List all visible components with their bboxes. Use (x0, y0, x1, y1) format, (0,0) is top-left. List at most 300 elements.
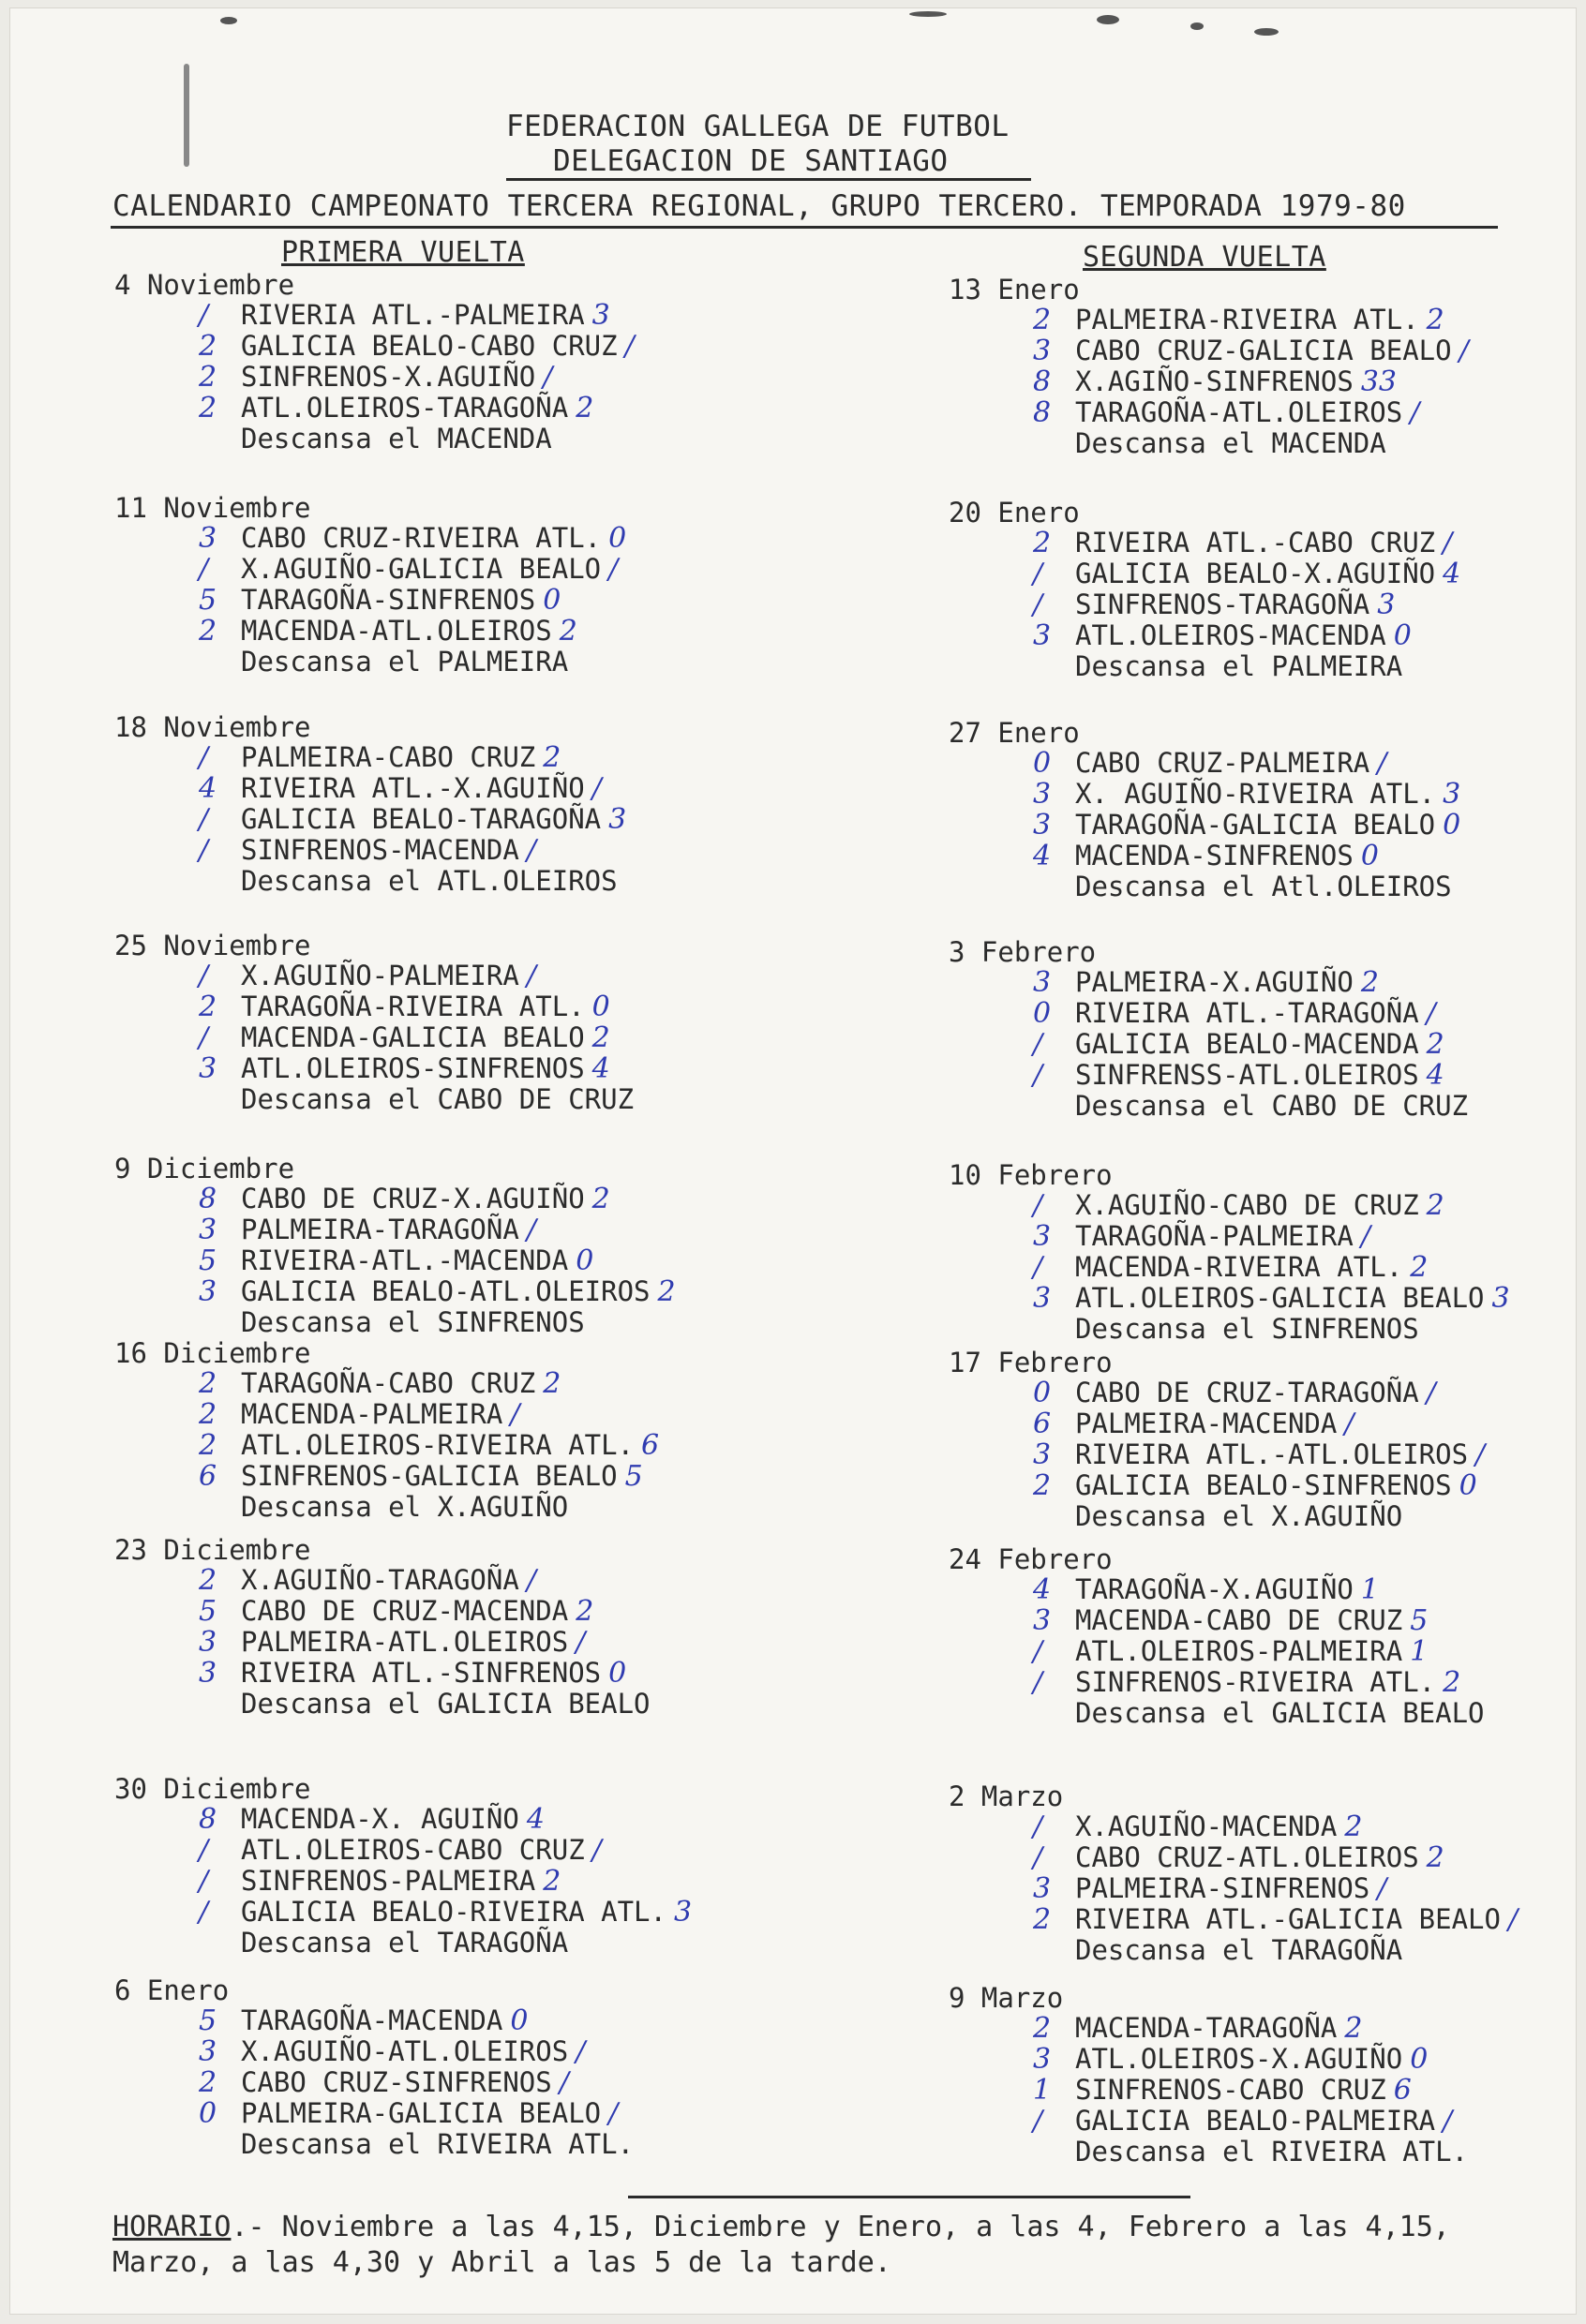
handwritten-score-left: 3 (1033, 1220, 1052, 1253)
match-row (199, 1657, 827, 1690)
match-list (949, 1378, 1586, 1501)
match-teams: TARAGOÑA-PALMEIRA (1075, 1220, 1354, 1252)
match-row (1033, 588, 1586, 621)
match-row (199, 991, 827, 1023)
handwritten-score-left: / (199, 553, 209, 586)
calendar-title: CALENDARIO CAMPEONATO TERCERA REGIONAL, GRUPO TERCERO. TEMPORADA 1979-80 (112, 189, 1406, 223)
handwritten-score-right: 5 (624, 1460, 643, 1493)
handwritten-score-right: 2 (1426, 1028, 1444, 1061)
round-date: 27 Enero (949, 717, 1080, 749)
handwritten-score-right: / (559, 2066, 569, 2099)
handwritten-score-right: 0 (1410, 2043, 1429, 2076)
handwritten-score-right: 4 (1426, 1059, 1444, 1092)
match-teams: RIVEIRA ATL.-GALICIA BEALO (1075, 1903, 1501, 1935)
handwritten-score-left: 3 (1033, 1604, 1052, 1637)
handwritten-score-left: 6 (199, 1460, 217, 1493)
match-teams: CABO CRUZ-RIVEIRA ATL. (241, 522, 602, 554)
match-row (1033, 1028, 1586, 1061)
match-teams: RIVEIRA ATL.-SINFRENOS (241, 1657, 602, 1689)
match-list (949, 305, 1586, 428)
handwritten-score-left: 2 (1033, 527, 1052, 559)
handwritten-score-right: / (591, 772, 602, 805)
handwritten-score-left: 3 (1033, 809, 1052, 842)
match-teams: MACENDA-RIVEIRA ATL. (1075, 1251, 1403, 1283)
handwritten-score-left: 2 (199, 330, 217, 363)
handwritten-score-right: 0 (591, 991, 610, 1023)
match-row (1033, 558, 1586, 590)
match-row (199, 1275, 827, 1308)
handwritten-score-right: / (526, 960, 536, 992)
match-teams: X.AGUIÑO-MACENDA (1075, 1810, 1338, 1842)
round (949, 1160, 1586, 1345)
match-row (1033, 304, 1586, 336)
match-row (1033, 2105, 1586, 2138)
match-row (1033, 1573, 1586, 1606)
handwritten-score-right: 4 (591, 1052, 610, 1085)
match-teams: TARAGOÑA-MACENDA (241, 2004, 503, 2036)
match-row (1033, 966, 1586, 999)
handwritten-score-left: 2 (199, 615, 217, 648)
match-teams: PALMEIRA-RIVEIRA ATL. (1075, 304, 1419, 335)
match-row (1033, 1635, 1586, 1668)
handwritten-score-left: 6 (1033, 1408, 1052, 1440)
match-row (1033, 1841, 1586, 1874)
handwritten-score-left: 3 (1033, 778, 1052, 811)
handwritten-score-left: 8 (1033, 396, 1052, 429)
match-row (1033, 2012, 1586, 2045)
match-row (1033, 1251, 1586, 1284)
handwritten-score-left: 3 (199, 1214, 217, 1246)
match-row (199, 803, 827, 836)
paper-mark (184, 64, 189, 167)
handwritten-score-left: / (199, 1021, 209, 1054)
round-date: 6 Enero (114, 1974, 230, 2006)
match-row (1033, 2043, 1586, 2076)
match-row (199, 1244, 827, 1277)
handwritten-score-left: / (1033, 1251, 1043, 1284)
handwritten-score-right: 3 (608, 803, 627, 836)
handwritten-score-left: 5 (199, 2004, 217, 2037)
match-teams: PALMEIRA-X.AGUIÑO (1075, 966, 1354, 998)
handwritten-score-right: 2 (1426, 1189, 1444, 1222)
match-teams: MACENDA-ATL.OLEIROS (241, 615, 552, 647)
handwritten-score-left: / (199, 803, 209, 836)
match-list (949, 1811, 1586, 1935)
match-row (1033, 809, 1586, 842)
match-teams: SINFRENSS-ATL.OLEIROS (1075, 1059, 1419, 1091)
match-list (949, 2013, 1586, 2137)
round (114, 1535, 827, 1720)
paper-speck (1254, 28, 1279, 36)
handwritten-score-left: 3 (199, 1626, 217, 1659)
match-teams: SINFRENOS-TARAGOÑA (1075, 588, 1370, 620)
handwritten-score-left: 2 (199, 2066, 217, 2099)
handwritten-score-left: 3 (1033, 1438, 1052, 1471)
match-row (1033, 997, 1586, 1030)
match-row (199, 1021, 827, 1054)
horario-text: .- Noviembre a las 4,15, Diciembre y Enero, a las 4, Febrero a las 4,15, Marzo, a las 4,30 y Abril a las 5 de la tarde. (112, 2211, 1450, 2279)
match-teams: SINFRENOS-PALMEIRA (241, 1865, 536, 1897)
header-underline (506, 178, 1031, 181)
handwritten-score-right: 2 (1410, 1251, 1429, 1284)
match-row (1033, 1282, 1586, 1315)
match-row (199, 1595, 827, 1628)
match-teams: CABO CRUZ-PALMEIRA (1075, 747, 1370, 779)
match-row (199, 1183, 827, 1215)
match-teams: X.AGUIÑO-GALICIA BEALO (241, 553, 602, 585)
match-teams: SINFRENOS-GALICIA BEALO (241, 1460, 618, 1492)
handwritten-score-left: 3 (1033, 1872, 1052, 1905)
match-teams: RIVEIRA ATL.-TARAGOÑA (1075, 997, 1419, 1029)
handwritten-score-left: 8 (199, 1183, 217, 1215)
handwritten-score-left: / (1033, 1189, 1043, 1222)
match-teams: TARAGOÑA-SINFRENOS (241, 584, 536, 616)
handwritten-score-left: 2 (199, 392, 217, 425)
round-date: 2 Marzo (949, 1780, 1064, 1812)
handwritten-score-left: / (1033, 1059, 1043, 1092)
handwritten-score-right: 0 (608, 1657, 627, 1690)
handwritten-score-left: 5 (199, 1595, 217, 1628)
match-row (199, 330, 827, 363)
match-teams: GALICIA BEALO-PALMEIRA (1075, 2105, 1436, 2137)
match-teams: SINFRENOS-X.AGUIÑO (241, 361, 536, 393)
handwritten-score-right: 2 (591, 1183, 610, 1215)
handwritten-score-left: 8 (1033, 365, 1052, 398)
handwritten-score-right: 2 (1344, 2012, 1363, 2045)
handwritten-score-right: / (576, 1626, 586, 1659)
handwritten-score-right: / (1443, 527, 1453, 559)
match-teams: MACENDA-GALICIA BEALO (241, 1021, 585, 1053)
handwritten-score-left: 3 (1033, 619, 1052, 652)
round-date: 11 Noviembre (114, 492, 311, 524)
horario-label: HORARIO (112, 2211, 232, 2243)
match-row (199, 2097, 827, 2130)
handwritten-score-right: 0 (576, 1244, 594, 1277)
rest-team-note: Descansa el SINFRENOS (1075, 1313, 1419, 1345)
match-row (199, 1564, 827, 1597)
match-row (199, 615, 827, 648)
match-teams: RIVEIRA ATL.-ATL.OLEIROS (1075, 1438, 1469, 1470)
match-row (1033, 747, 1586, 780)
handwritten-score-left: 0 (1033, 1377, 1052, 1409)
handwritten-score-right: 0 (1459, 1469, 1477, 1502)
match-list (114, 961, 827, 1084)
handwritten-score-right: / (543, 361, 553, 394)
match-teams: MACENDA-X. AGUIÑO (241, 1803, 519, 1835)
handwritten-score-right: 3 (1377, 588, 1396, 621)
match-teams: MACENDA-PALMEIRA (241, 1398, 503, 1430)
match-row (1033, 1377, 1586, 1409)
match-row (1033, 1810, 1586, 1843)
handwritten-score-left: / (199, 299, 209, 332)
handwritten-score-left: 2 (1033, 1903, 1052, 1936)
match-list (114, 1804, 827, 1928)
footer-rule (628, 2196, 1190, 2198)
match-teams: CABO CRUZ-GALICIA BEALO (1075, 335, 1452, 366)
rest-team-note: Descansa el MACENDA (1075, 427, 1386, 459)
handwritten-score-right: 2 (543, 1367, 561, 1400)
round-date: 30 Diciembre (114, 1773, 311, 1805)
handwritten-score-left: 0 (199, 2097, 217, 2130)
match-teams: X.AGUIÑO-TARAGOÑA (241, 1564, 519, 1596)
handwritten-score-left: 3 (199, 522, 217, 555)
match-teams: X. AGUIÑO-RIVEIRA ATL. (1075, 778, 1436, 810)
match-teams: ATL.OLEIROS-MACENDA (1075, 619, 1386, 651)
handwritten-score-left: 2 (199, 361, 217, 394)
match-row (199, 1398, 827, 1431)
rest-team-note: Descansa el GALICIA BEALO (1075, 1697, 1485, 1729)
handwritten-score-left: 2 (1033, 2012, 1052, 2045)
handwritten-score-left: 2 (1033, 1469, 1052, 1502)
handwritten-score-right: / (1507, 1903, 1519, 1936)
match-row (199, 361, 827, 394)
match-teams: X.AGUIÑO-PALMEIRA (241, 960, 519, 991)
match-teams: SINFRENOS-MACENDA (241, 834, 519, 866)
match-list (114, 1184, 827, 1307)
match-teams: GALICIA BEALO-CABO CRUZ (241, 330, 618, 362)
match-list (114, 742, 827, 866)
match-list (949, 1574, 1586, 1698)
match-row (199, 1214, 827, 1246)
handwritten-score-left: 1 (1033, 2074, 1052, 2107)
match-teams: PALMEIRA-ATL.OLEIROS (241, 1626, 569, 1658)
match-teams: GALICIA BEALO-RIVEIRA ATL. (241, 1896, 666, 1928)
rest-team-note: Descansa el TARAGOÑA (1075, 1934, 1403, 1966)
handwritten-score-right: 3 (1443, 778, 1461, 811)
match-row (199, 1367, 827, 1400)
handwritten-score-right: 6 (1393, 2074, 1412, 2107)
match-teams: TARAGOÑA-X.AGUIÑO (1075, 1573, 1354, 1605)
round-date: 9 Marzo (949, 1982, 1064, 2014)
match-teams: CABO DE CRUZ-X.AGUIÑO (241, 1183, 585, 1214)
handwritten-score-left: 0 (1033, 997, 1052, 1030)
match-row (199, 584, 827, 617)
match-row (199, 1896, 827, 1929)
primera-vuelta-heading: PRIMERA VUELTA (281, 236, 525, 269)
round (114, 493, 827, 678)
round (949, 1983, 1586, 2168)
rest-team-note: Descansa el GALICIA BEALO (241, 1688, 651, 1720)
handwritten-score-right: 0 (1360, 840, 1379, 872)
round-date: 23 Diciembre (114, 1534, 311, 1566)
rest-team-note: Descansa el SINFRENOS (241, 1306, 585, 1338)
round-date: 24 Febrero (949, 1543, 1113, 1575)
handwritten-score-right: / (526, 1214, 536, 1246)
match-teams: X.AGUIÑO-CABO DE CRUZ (1075, 1189, 1419, 1221)
rest-team-note: Descansa el RIVEIRA ATL. (1075, 2136, 1469, 2168)
match-row (199, 1865, 827, 1898)
rest-team-note: Descansa el PALMEIRA (241, 646, 569, 678)
handwritten-score-right: 0 (608, 522, 627, 555)
handwritten-score-right: / (1426, 1377, 1436, 1409)
handwritten-score-right: / (1377, 747, 1387, 780)
match-teams: ATL.OLEIROS-GALICIA BEALO (1075, 1282, 1485, 1314)
handwritten-score-left: 3 (199, 2035, 217, 2068)
rest-team-note: Descansa el Atl.OLEIROS (1075, 871, 1452, 902)
handwritten-score-left: 5 (199, 584, 217, 617)
handwritten-score-left: / (199, 834, 209, 867)
handwritten-score-right: 5 (1410, 1604, 1429, 1637)
round-date: 9 Diciembre (114, 1153, 295, 1184)
handwritten-score-left: 8 (199, 1803, 217, 1836)
match-teams: GALICIA BEALO-MACENDA (1075, 1028, 1419, 1060)
round-date: 20 Enero (949, 497, 1080, 529)
handwritten-score-left: / (1033, 558, 1043, 590)
handwritten-score-left: 3 (1033, 335, 1052, 367)
match-row (199, 741, 827, 774)
handwritten-score-left: / (1033, 1666, 1043, 1699)
match-teams: RIVERIA ATL.-PALMEIRA (241, 299, 585, 331)
round (949, 718, 1586, 902)
handwritten-score-left: / (199, 1834, 209, 1867)
segunda-vuelta-heading: SEGUNDA VUELTA (1083, 241, 1326, 274)
handwritten-score-right: 33 (1360, 365, 1397, 398)
match-row (199, 834, 827, 867)
handwritten-score-right: 3 (591, 299, 610, 332)
match-row (199, 1429, 827, 1462)
match-row (1033, 527, 1586, 559)
match-row (199, 2035, 827, 2068)
match-teams: PALMEIRA-CABO CRUZ (241, 741, 536, 773)
handwritten-score-right: / (526, 1564, 536, 1597)
match-row (1033, 1438, 1586, 1471)
paper-speck (220, 17, 237, 24)
handwritten-score-right: 4 (526, 1803, 545, 1836)
handwritten-score-right: 2 (1443, 1666, 1461, 1699)
rest-team-note: Descansa el CABO DE CRUZ (1075, 1090, 1469, 1122)
handwritten-score-left: / (199, 960, 209, 992)
match-row (199, 553, 827, 586)
match-teams: RIVEIRA ATL.-CABO CRUZ (1075, 527, 1436, 559)
handwritten-score-right: 2 (1426, 304, 1444, 336)
handwritten-score-left: 5 (199, 1244, 217, 1277)
handwritten-score-left: / (199, 741, 209, 774)
handwritten-score-right: / (1426, 997, 1436, 1030)
handwritten-score-left: 2 (199, 1564, 217, 1597)
match-teams: PALMEIRA-MACENDA (1075, 1408, 1338, 1439)
handwritten-score-right: 0 (543, 584, 561, 617)
match-row (1033, 778, 1586, 811)
match-row (1033, 1604, 1586, 1637)
round (949, 1781, 1586, 1966)
match-teams: MACENDA-TARAGOÑA (1075, 2012, 1338, 2044)
match-row (1033, 2074, 1586, 2107)
handwritten-score-left: 2 (199, 1429, 217, 1462)
round (114, 1975, 827, 2160)
match-list (114, 1368, 827, 1492)
match-teams: GALICIA BEALO-ATL.OLEIROS (241, 1275, 651, 1307)
round (114, 270, 827, 454)
handwritten-score-left: / (1033, 1841, 1043, 1874)
handwritten-score-right: / (576, 2035, 586, 2068)
round (114, 1774, 827, 1959)
round-date: 17 Febrero (949, 1347, 1113, 1378)
round-date: 25 Noviembre (114, 930, 311, 961)
match-list (114, 300, 827, 424)
match-list (949, 528, 1586, 651)
handwritten-score-right: 2 (657, 1275, 676, 1308)
handwritten-score-left: / (1033, 1635, 1043, 1668)
handwritten-score-right: 0 (1443, 809, 1461, 842)
paper-speck (1097, 15, 1119, 24)
handwritten-score-right: / (1443, 2105, 1453, 2138)
round-date: 10 Febrero (949, 1159, 1113, 1191)
match-row (199, 392, 827, 425)
rest-team-note: Descansa el RIVEIRA ATL. (241, 2128, 635, 2160)
match-teams: RIVEIRA ATL.-X.AGUIÑO (241, 772, 585, 804)
match-teams: TARAGOÑA-CABO CRUZ (241, 1367, 536, 1399)
match-teams: MACENDA-SINFRENOS (1075, 840, 1354, 872)
handwritten-score-right: 2 (591, 1021, 610, 1054)
handwritten-score-left: 2 (199, 1367, 217, 1400)
match-teams: TARAGOÑA-ATL.OLEIROS (1075, 396, 1403, 428)
handwritten-score-right: 0 (1393, 619, 1412, 652)
handwritten-score-right: 6 (641, 1429, 660, 1462)
handwritten-score-left: 4 (199, 772, 217, 805)
round (949, 275, 1586, 459)
match-teams: RIVEIRA-ATL.-MACENDA (241, 1244, 569, 1276)
handwritten-score-right: / (624, 330, 635, 363)
handwritten-score-left: / (1033, 1810, 1043, 1843)
match-row (1033, 365, 1586, 398)
handwritten-score-right: 4 (1443, 558, 1461, 590)
match-list (949, 1190, 1586, 1314)
round (114, 1154, 827, 1338)
round (949, 498, 1586, 682)
match-teams: ATL.OLEIROS-TARAGOÑA (241, 392, 569, 424)
match-list (114, 1565, 827, 1689)
match-row (1033, 1666, 1586, 1699)
match-row (1033, 396, 1586, 429)
match-row (1033, 1220, 1586, 1253)
rest-team-note: Descansa el X.AGUIÑO (241, 1491, 569, 1523)
match-teams: ATL.OLEIROS-CABO CRUZ (241, 1834, 585, 1866)
handwritten-score-right: / (510, 1398, 520, 1431)
match-teams: ATL.OLEIROS-SINFRENOS (241, 1052, 585, 1084)
horario-note (112, 2210, 1500, 2281)
handwritten-score-left: 4 (1033, 1573, 1052, 1606)
document-sheet (9, 7, 1577, 2315)
handwritten-score-left: / (199, 1865, 209, 1898)
handwritten-score-right: / (1410, 396, 1420, 429)
match-teams: CABO CRUZ-ATL.OLEIROS (1075, 1841, 1419, 1873)
match-list (114, 523, 827, 647)
handwritten-score-left: 3 (1033, 2043, 1052, 2076)
match-teams: SINFRENOS-RIVEIRA ATL. (1075, 1666, 1436, 1698)
match-list (949, 748, 1586, 872)
handwritten-score-left: / (1033, 2105, 1043, 2138)
rest-team-note: Descansa el ATL.OLEIROS (241, 865, 618, 897)
match-teams: TARAGOÑA-GALICIA BEALO (1075, 809, 1436, 841)
paper-speck (1190, 22, 1204, 30)
match-row (199, 960, 827, 992)
match-row (1033, 840, 1586, 872)
handwritten-score-right: / (608, 553, 619, 586)
handwritten-score-right: / (1377, 1872, 1387, 1905)
match-teams: GALICIA BEALO-TARAGOÑA (241, 803, 602, 835)
match-row (199, 772, 827, 805)
handwritten-score-left: 3 (199, 1657, 217, 1690)
handwritten-score-right: 3 (673, 1896, 693, 1929)
handwritten-score-left: 3 (1033, 1282, 1052, 1315)
round-date: 18 Noviembre (114, 711, 311, 743)
handwritten-score-right: 2 (576, 1595, 594, 1628)
round (114, 1338, 827, 1523)
round (114, 712, 827, 897)
handwritten-score-left: 4 (1033, 840, 1052, 872)
delegation-title: DELEGACION DE SANTIAGO (553, 144, 949, 178)
handwritten-score-left: / (1033, 1028, 1043, 1061)
